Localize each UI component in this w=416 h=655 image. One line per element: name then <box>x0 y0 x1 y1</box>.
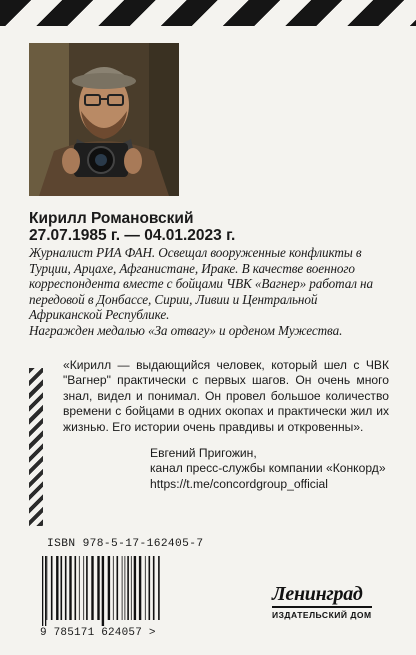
portrait-photo <box>29 43 179 196</box>
barcode-bar <box>69 556 71 620</box>
quote-side-stripes <box>29 368 43 526</box>
quote-block <box>63 358 389 435</box>
barcode-bar <box>83 556 84 620</box>
barcode-bar <box>127 556 129 620</box>
barcode <box>40 556 190 626</box>
bio-description: Журналист РИА ФАН. Освещал вооруженные конфликты в Турции, Арцахе, Афганистане, Ираке. В качестве военного корреспондента вместе с бойцами ЧВК «Вагнер» работал на передовой в Донбассе, Сирии, Ливии и Центральной Африканской Республике. <box>29 245 373 323</box>
barcode-bar <box>158 556 160 620</box>
barcode-bar <box>108 556 110 620</box>
life-dates: 27.07.1985 г. — 04.01.2023 г. <box>29 227 236 244</box>
quote-author-role: канал пресс-службы компании «Конкорд» <box>150 461 386 476</box>
barcode-bar <box>145 556 146 620</box>
quote-author: Евгений Пригожин, <box>150 446 257 460</box>
barcode-bar <box>56 556 58 620</box>
quote-author-link[interactable]: https://t.me/concordgroup_official <box>150 476 328 491</box>
bio-block <box>29 210 391 339</box>
barcode-bar <box>122 556 123 620</box>
quote-signature <box>150 446 400 492</box>
barcode-bar <box>42 556 43 626</box>
publisher-name: Ленинград <box>272 583 363 605</box>
isbn-label: ISBN 978-5-17-162405-7 <box>47 538 204 550</box>
clapperboard-stripes <box>0 0 416 26</box>
barcode-bar <box>153 556 155 620</box>
barcode-digits: 9 785171 624057 > <box>40 627 156 639</box>
quote-text: «Кирилл — выдающийся человек, который шел с ЧВК "Вагнер" практически с первых шагов. Он очень много знал, видел и понимал. Он провел большое количество времени с бойцами в одних окопах и практически жил их жизнью. Его истории очень правдивы и откровенны». <box>63 358 389 434</box>
barcode-bar <box>97 556 99 620</box>
barcode-bar <box>75 556 77 620</box>
barcode-bar <box>117 556 119 620</box>
barcode-bar <box>139 556 141 620</box>
bio-award: Награжден медалью «За отвагу» и орденом Мужества. <box>29 322 343 338</box>
barcode-bar <box>65 556 67 620</box>
portrait-photo-icon <box>29 43 179 196</box>
barcode-bar <box>45 556 46 626</box>
barcode-bar <box>131 556 132 620</box>
barcode-bar <box>113 556 114 620</box>
barcode-bar <box>125 556 126 620</box>
barcode-bar <box>47 556 48 620</box>
barcode-bar <box>91 556 93 620</box>
barcode-bar <box>86 556 88 620</box>
publisher-logo <box>272 584 400 624</box>
barcode-bar <box>102 556 104 626</box>
barcode-bar <box>79 556 80 620</box>
barcode-bar <box>51 556 53 620</box>
author-name: Кирилл Романовский <box>29 210 194 227</box>
barcode-bar <box>149 556 151 620</box>
publisher-subtitle: ИЗДАТЕЛЬСКИЙ ДОМ <box>272 606 372 620</box>
barcode-bar <box>61 556 63 620</box>
barcode-bar <box>134 556 136 620</box>
